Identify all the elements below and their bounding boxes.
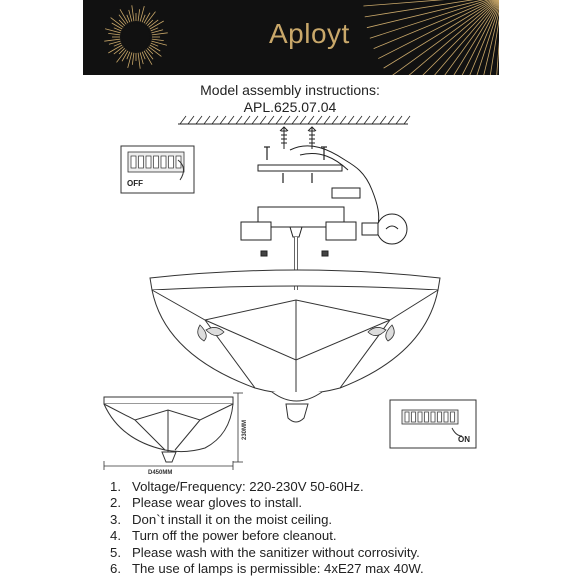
instruction-item: 5. Please wash with the sanitizer without corrosivity. [110,544,420,560]
diameter-dimension: D450MM [148,470,173,476]
brand-name: Aployt [269,18,350,49]
height-dimension: 230MM [242,419,248,440]
bulb-icon [362,214,407,244]
power-off-panel [121,146,194,193]
instruction-item: 2. Please wear gloves to install. [110,495,303,511]
power-on-panel [390,400,476,448]
dimension-drawing [104,393,248,476]
page-title: Model assembly instructions: [200,82,380,98]
instruction-list [110,479,424,577]
ceiling-icon [178,116,410,124]
mounting-bracket-icon [258,165,342,183]
instruction-item: 1. Voltage/Frequency: 220-230V 50-60Hz. [110,479,364,494]
instruction-item: 3. Don`t install it on the moist ceiling. [110,511,333,527]
on-label: ON [458,435,470,444]
off-label: OFF [127,179,143,188]
model-number: APL.625.07.04 [243,99,337,115]
instruction-item: 6. The use of lamps is permissible: 4xE27 max 40W. [110,561,424,577]
screw-icon [264,147,327,160]
instruction-item: 4. Turn off the power before cleanout. [110,528,337,544]
